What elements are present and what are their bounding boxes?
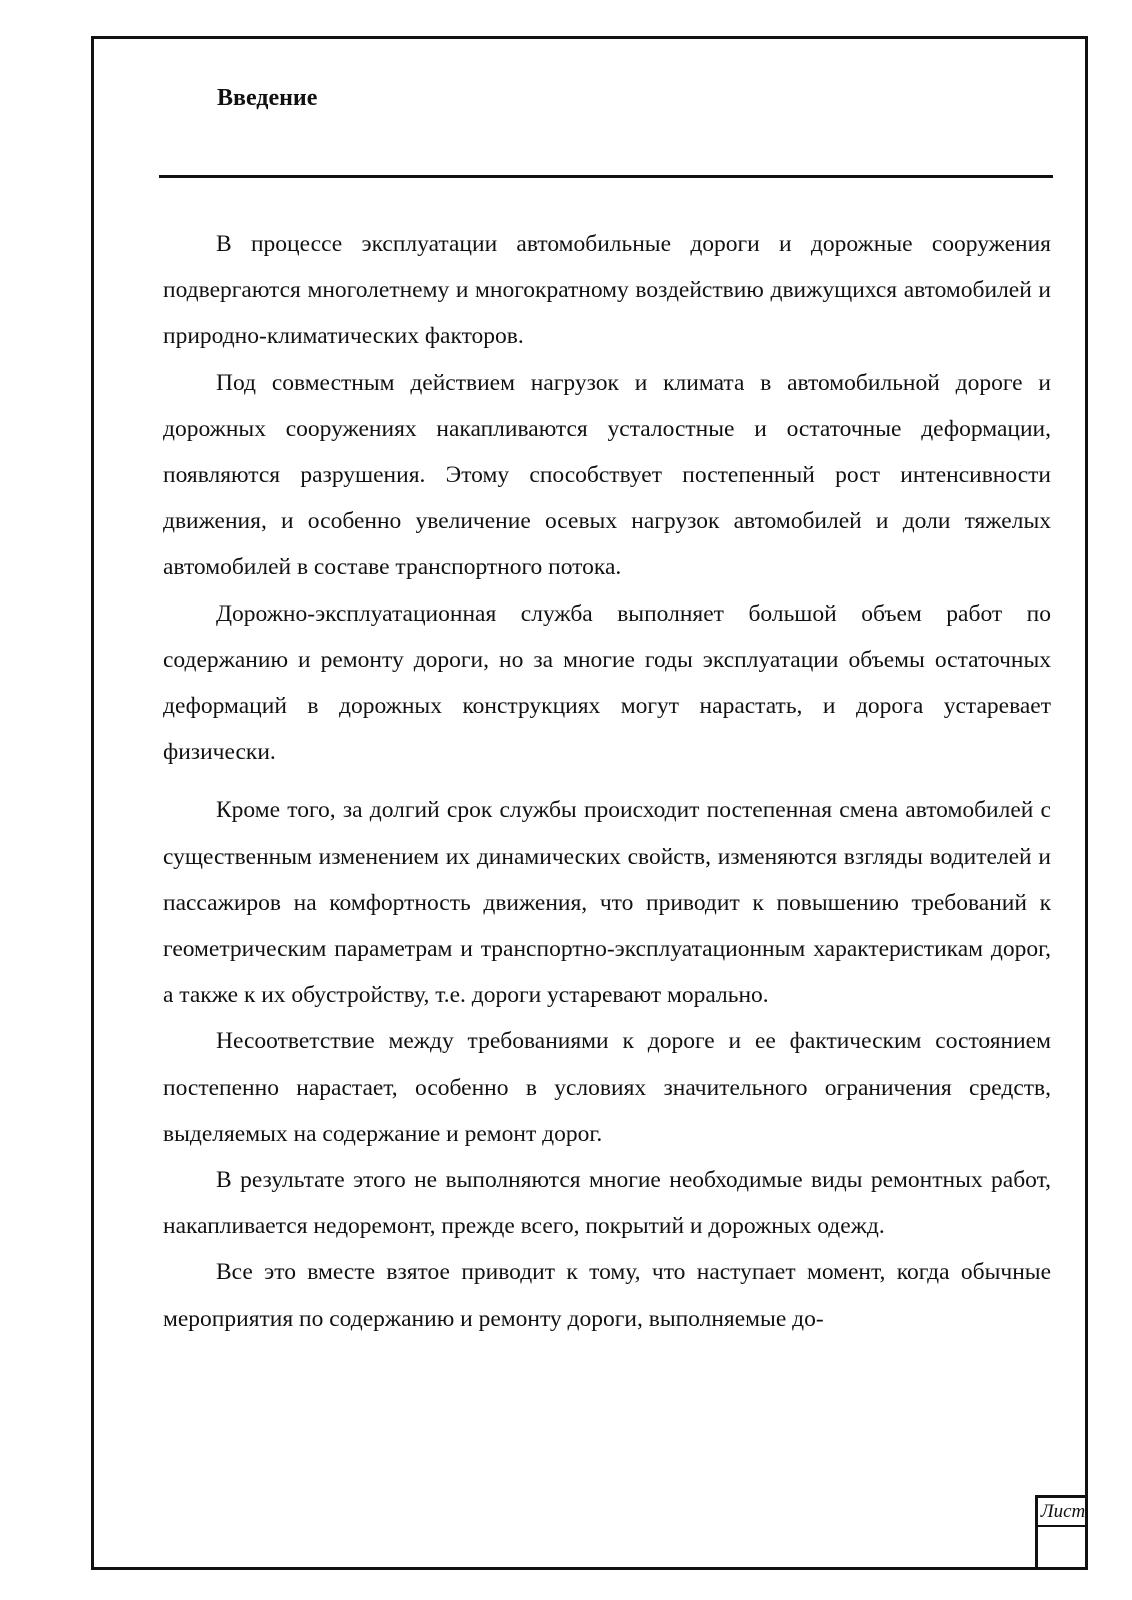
sheet-number — [1038, 1527, 1088, 1570]
sheet-label: Лист — [1038, 1498, 1088, 1527]
paragraph: В результате этого не выполняются многие необходимые виды ремонтных работ, накапливается недоремонт, прежде всего, покрытий и дорожных одежд. — [163, 1167, 1051, 1240]
paragraph: Кроме того, за долгий срок службы происходит постепенная смена автомобилей с существенным изменением их динамических свойств, изменяются взгляды водителей и пассажиров на комфортность движения, что приводит к повышению требований к геометрическим параметрам и транспортно-эксплуатационным характеристикам дорог, а также к их обустройству, т.е. дороги устаревают морально. — [163, 797, 1051, 1009]
body-text — [163, 221, 1051, 1342]
section-heading: Введение — [217, 85, 318, 111]
paragraph: Под совместным действием нагрузок и климата в автомобильной дороге и дорожных сооружениях накапливаются усталостные и остаточные деформации, появляются разрушения. Этому способствует постепенный рост интенсивности движения, и особенно увеличение осевых нагрузок автомобилей и доли тяжелых автомобилей в составе транспортного потока. — [163, 369, 1051, 581]
paragraph: Несоответствие между требованиями к дороге и ее фактическим состоянием постепенно нарастает, особенно в условиях значительного ограничения средств, выделяемых на содержание и ремонт дорог. — [163, 1028, 1051, 1147]
paragraph: Все это вместе взятое приводит к тому, что наступает момент, когда обычные мероприятия по содержанию и ремонту дороги, выполняемые до- — [163, 1259, 1051, 1332]
sheet-number-box — [1035, 1495, 1088, 1570]
paragraph: В процессе эксплуатации автомобильные дороги и дорожные сооружения подвергаются многолетнему и многократному воздействию движущихся автомобилей и природно-климатических факторов. — [163, 231, 1051, 350]
heading-rule — [159, 175, 1053, 178]
paragraph: Дорожно-эксплуатационная служба выполняет большой объем работ по содержанию и ремонту дороги, но за многие годы эксплуатации объемы остаточных деформаций в дорожных конструкциях могут нарастать, и дорога устаревает физически. — [163, 600, 1051, 766]
